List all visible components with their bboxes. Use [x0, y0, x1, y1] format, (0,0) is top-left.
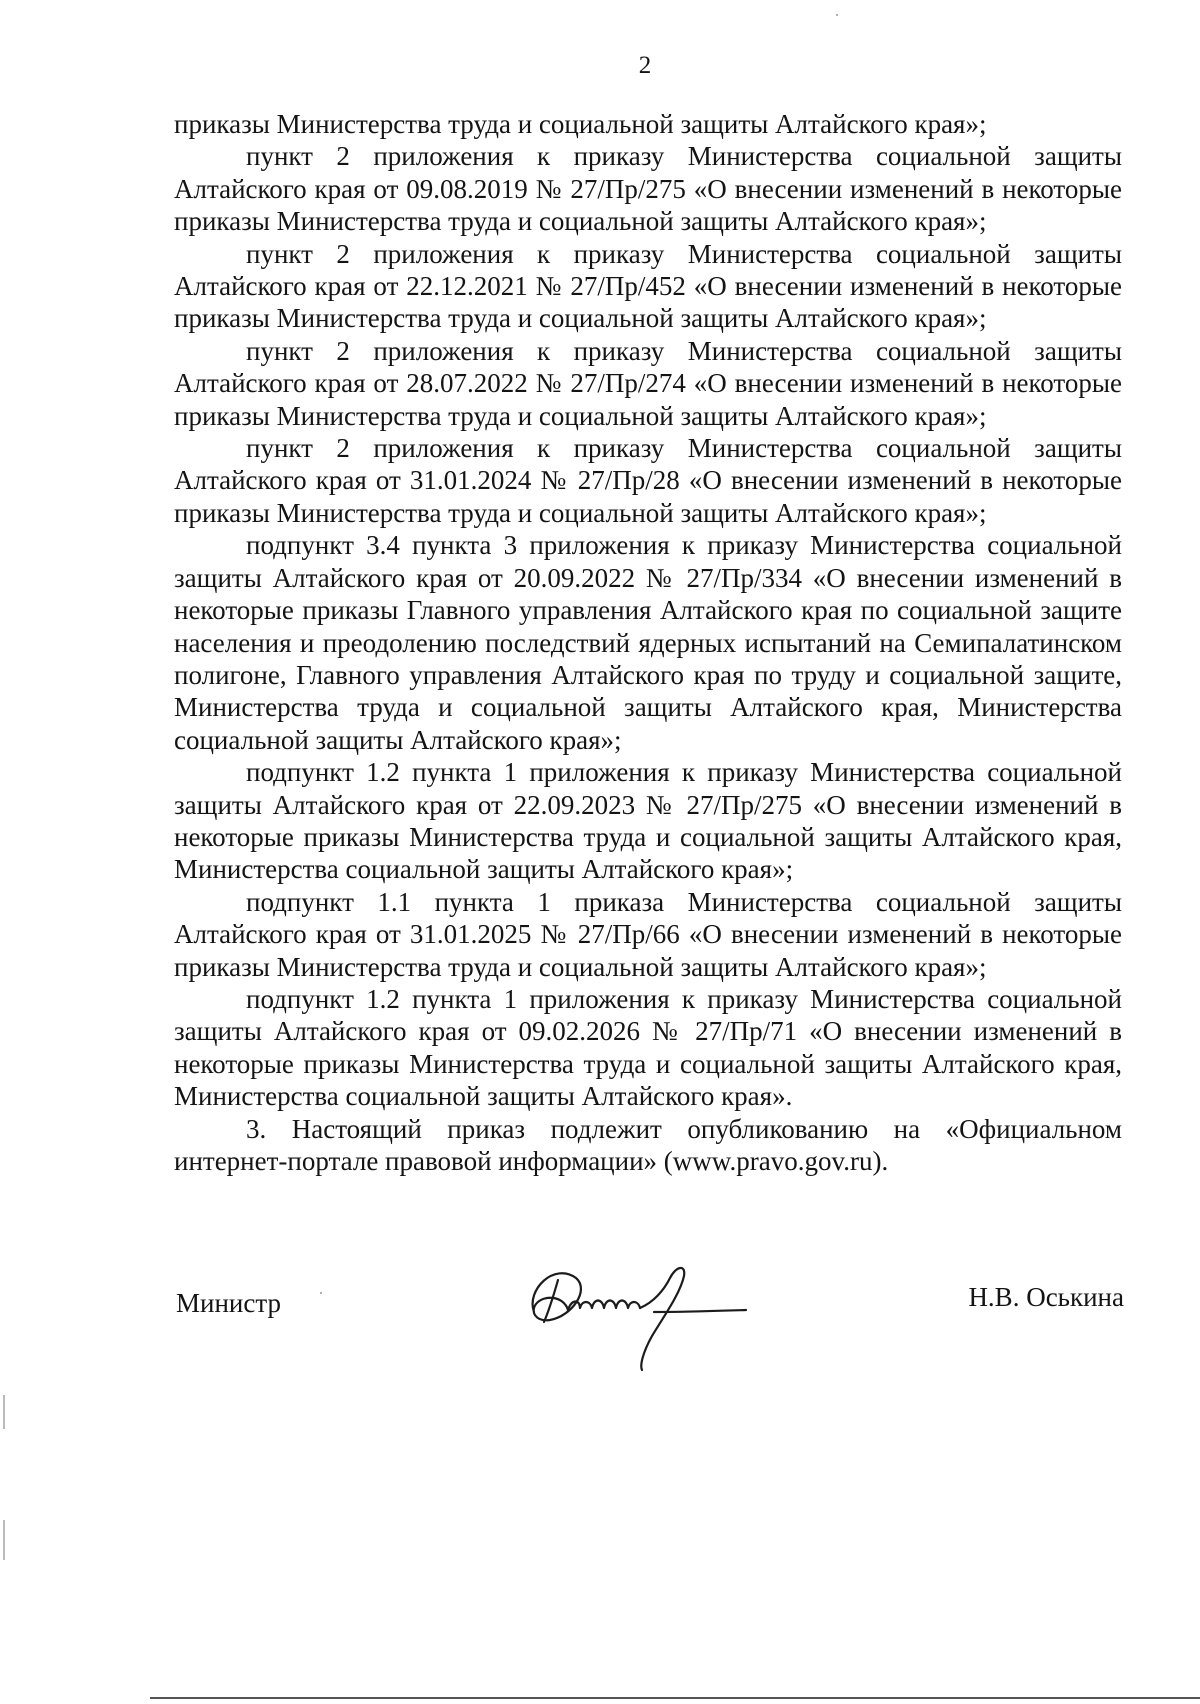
paragraph-item: подпункт 1.1 пункта 1 приказа Министерства социальной защиты Алтайского края от 31.01.2025 № 27/Пр/66 «О внесении изменений в некоторые приказы Министерства труда и социальной защиты Алтайского края»;: [174, 886, 1122, 982]
paragraph-item: подпункт 1.2 пункта 1 приложения к приказу Министерства социальной защиты Алтайского края от 09.02.2026 № 27/Пр/71 «О внесении изменений в некоторые приказы Министерства труда и социальной защиты Алтайского края, Министерства социальной защиты Алтайского края».: [174, 983, 1122, 1112]
paragraph-item: подпункт 1.2 пункта 1 приложения к приказу Министерства социальной защиты Алтайского края от 22.09.2023 № 27/Пр/275 «О внесении изменений в некоторые приказы Министерства труда и социальной защиты Алтайского края, Министерства социальной защиты Алтайского края»;: [174, 757, 1122, 885]
page-bottom-edge: [150, 1697, 1200, 1699]
signature-block: [176, 1280, 1124, 1360]
scan-speck: [320, 1292, 322, 1294]
paragraph-item: пункт 2 приложения к приказу Министерства социальной защиты Алтайского края от 09.08.2019 № 27/Пр/275 «О внесении изменений в некоторые приказы Министерства труда и социальной защиты Алтайского края»;: [174, 141, 1122, 237]
handwritten-signature: [514, 1250, 774, 1380]
document-body: [174, 108, 1122, 1177]
signatory-name: Н.В. Оськина: [968, 1282, 1124, 1312]
paragraph-item: подпункт 3.4 пункта 3 приложения к приказу Министерства социальной защиты Алтайского края от 20.09.2022 № 27/Пр/334 «О внесении изменений в некоторые приказы Главного управления Алтайского края по социальной защите населения и преодолению последствий ядерных испытаний на Семипалатинском полигоне, Главного управления Алтайского края по труду и социальной защите, Министерства труда и социальной защиты Алтайского края, Министерства социальной защиты Алтайского края»;: [174, 530, 1122, 755]
scan-speck: [836, 14, 838, 16]
publication-clause: 3. Настоящий приказ подлежит опубликованию на «Официальном интернет-портале правовой информации» (www.pravo.gov.ru).: [174, 1113, 1122, 1176]
paragraph-continuation: приказы Министерства труда и социальной защиты Алтайского края»;: [174, 109, 987, 139]
paragraph-item: пункт 2 приложения к приказу Министерства социальной защиты Алтайского края от 31.01.2024 № 27/Пр/28 «О внесении изменений в некоторые приказы Министерства труда и социальной защиты Алтайского края»;: [174, 433, 1122, 528]
paragraph-item: пункт 2 приложения к приказу Министерства социальной защиты Алтайского края от 28.07.2022 № 27/Пр/274 «О внесении изменений в некоторые приказы Министерства труда и социальной защиты Алтайского края»;: [174, 335, 1122, 431]
signatory-title: Министр: [176, 1288, 281, 1318]
scan-margin-mark: [3, 1395, 5, 1429]
page-number: 2: [638, 52, 652, 79]
scan-margin-mark: [3, 1520, 5, 1560]
paragraph-item: пункт 2 приложения к приказу Министерства социальной защиты Алтайского края от 22.12.2021 № 27/Пр/452 «О внесении изменений в некоторые приказы Министерства труда и социальной защиты Алтайского края»;: [174, 238, 1122, 334]
